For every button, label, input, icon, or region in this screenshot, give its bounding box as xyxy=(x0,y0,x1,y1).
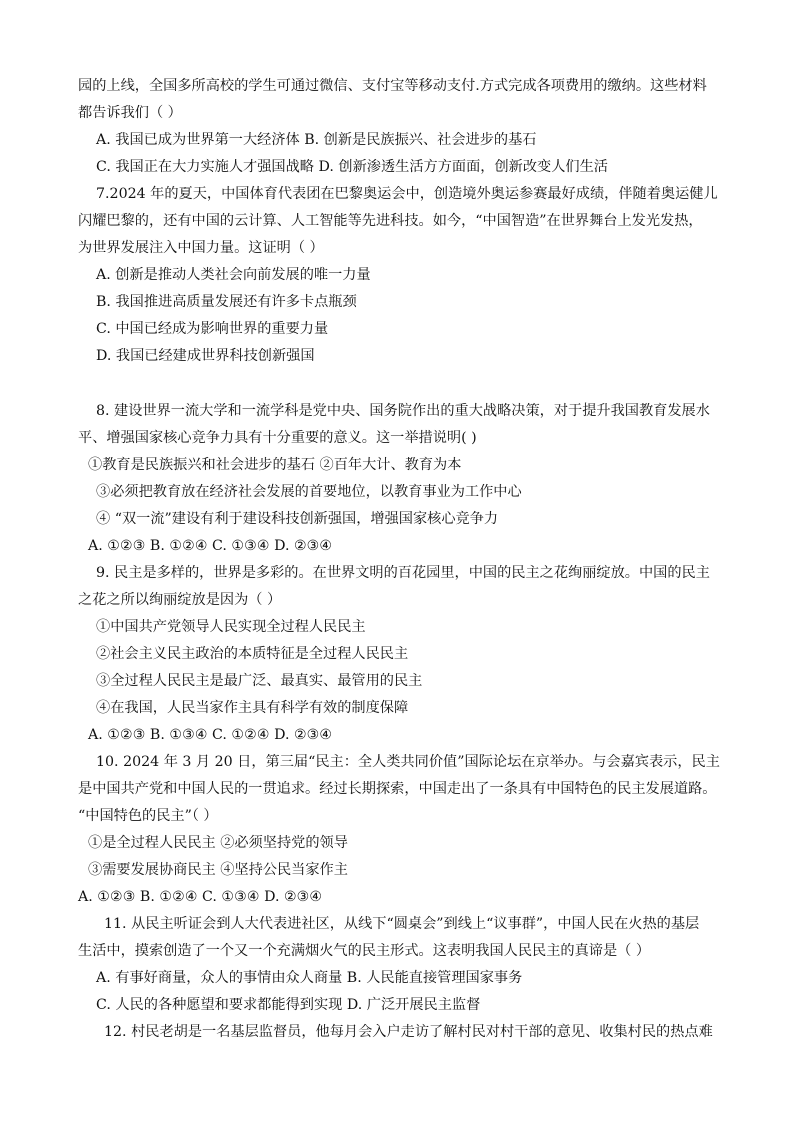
statement-line: ①教育是民族振兴和社会进步的基石 ②百年大计、教育为本 xyxy=(88,457,462,473)
question-7: 7.2024 年的夏天，中国体育代表团在巴黎奥运会中，创造境外奥运参赛最好成绩，伴随着奥运健儿 xyxy=(96,186,718,202)
question-10: 10. 2024 年 3 月 20 日，第三届“民主：全人类共同价值”国际论坛在京举办。与会嘉宾表示，民主 xyxy=(96,754,720,770)
text-line: “中国特色的民主”（ ） xyxy=(78,808,218,824)
statement-line: ③全过程人民民主是最广泛、最真实、最管用的民主 xyxy=(96,673,423,689)
statement-line: ④ “双一流”建设有利于建设科技创新强国，增强国家核心竞争力 xyxy=(96,511,499,527)
option-line: A. 创新是推动人类社会向前发展的唯一力量 xyxy=(96,267,371,283)
statement-line: ①是全过程人民民主 ②必须坚持党的领导 xyxy=(88,835,348,851)
text-line: 是中国共产党和中国人民的一贯追求。经过长期探索，中国走出了一条具有中国特色的民主发展道路。 xyxy=(78,781,717,797)
option-line: A. ①②③ B. ①③④ C. ①②④ D. ②③④ xyxy=(88,727,333,743)
option-line: C. 人民的各种愿望和要求都能得到实现 D. 广泛开展民主监督 xyxy=(96,997,481,1013)
option-line: A. ①②③ B. ①②④ C. ①③④ D. ②③④ xyxy=(78,889,323,905)
statement-line: ②社会主义民主政治的本质特征是全过程人民民主 xyxy=(96,646,409,662)
option-line: A. ①②③ B. ①②④ C. ①③④ D. ②③④ xyxy=(88,538,333,554)
text-line: 之花之所以绚丽绽放是因为（ ） xyxy=(78,592,282,608)
text-line: 园的上线，全国多所高校的学生可通过微信、支付宝等移动支付.方式完成各项费用的缴纳。这些材料 xyxy=(78,78,707,94)
text-line: 都告诉我们（ ） xyxy=(78,105,182,121)
text-line: 闪耀巴黎的，还有中国的云计算、人工智能等先进科技。如今，“中国智造”在世界舞台上发光发热， xyxy=(78,213,703,229)
text-line: 生活中，摸索创造了一个又一个充满烟火气的民主形式。这表明我国人民民主的真谛是（ ） xyxy=(78,943,651,959)
statement-line: ④在我国，人民当家作主具有科学有效的制度保障 xyxy=(96,700,409,716)
question-12: 12. 村民老胡是一名基层监督员，他每月会入户走访了解村民对村干部的意见、收集村民的热点难 xyxy=(104,1024,713,1040)
text-line: 平、增强国家核心竞争力具有十分重要的意义。这一举措说明( ) xyxy=(78,430,477,446)
option-line: C. 我国正在大力实施人才强国战略 D. 创新渗透生活方方面面，创新改变人们生活 xyxy=(96,159,608,175)
text-line: 为世界发展注入中国力量。这证明（ ） xyxy=(78,240,324,256)
option-line: B. 我国推进高质量发展还有许多卡点瓶颈 xyxy=(96,294,357,310)
option-line: A. 我国已成为世界第一大经济体 B. 创新是民族振兴、社会进步的基石 xyxy=(96,132,537,148)
statement-line: ③必须把教育放在经济社会发展的首要地位，以教育事业为工作中心 xyxy=(96,484,522,500)
option-line: C. 中国已经成为影响世界的重要力量 xyxy=(96,321,329,337)
option-line: A. 有事好商量，众人的事情由众人商量 B. 人民能直接管理国家事务 xyxy=(96,970,523,986)
option-line: D. 我国已经建成世界科技创新强国 xyxy=(96,348,315,364)
statement-line: ①中国共产党领导人民实现全过程人民民主 xyxy=(96,619,366,635)
question-11: 11. 从民主听证会到人大代表进社区，从线下“圆桌会”到线上“议事群”，中国人民在火热的基层 xyxy=(104,916,700,932)
question-8: 8. 建设世界一流大学和一流学科是党中央、国务院作出的重大战略决策，对于提升我国教育发展水 xyxy=(96,403,710,419)
question-9: 9. 民主是多样的，世界是多彩的。在世界文明的百花园里，中国的民主之花绚丽绽放。中国的民主 xyxy=(96,565,710,581)
statement-line: ③需要发展协商民主 ④坚持公民当家作主 xyxy=(88,862,348,878)
